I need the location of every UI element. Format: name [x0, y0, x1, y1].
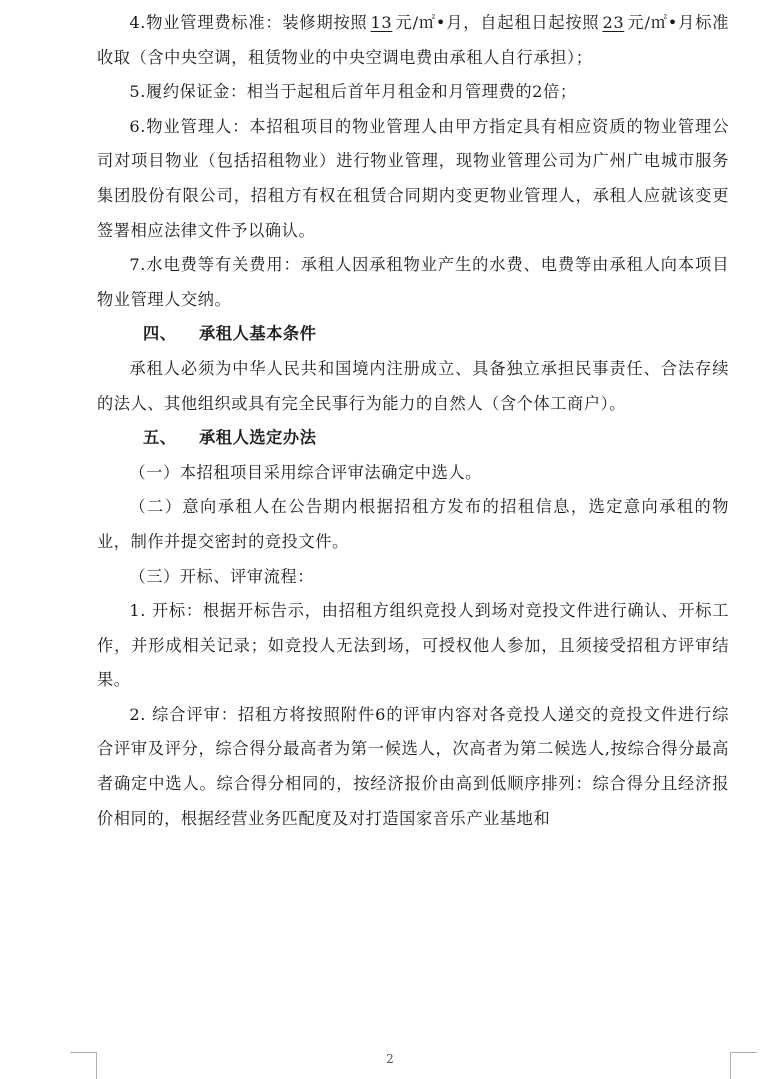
paragraph-tenant-conditions: 承租人必须为中华人民共和国境内注册成立、具备独立承担民事责任、合法存续的法人、其他组织或具有完全民事行为能力的自然人（含个体工商户）。 [97, 358, 729, 413]
fee-text-start: 4.物业管理费标准：装修期按照 [129, 13, 368, 32]
fee-text-end: 元/㎡•月标准收取（含中央空调，租赁物业的中央空调电费由承租人自行承担）； [97, 13, 730, 67]
paragraph-deposit: 5.履约保证金：相当于起租后首年月租金和月管理费的2倍； [129, 82, 577, 102]
section-title: 承租人选定办法 [199, 428, 317, 448]
paragraph-utilities: 7.水电费等有关费用：承租人因承租物业产生的水费、电费等由承租人向本项目物业管理人交纳。 [97, 255, 729, 309]
paragraph-property-fee [97, 6, 729, 75]
paragraph-item-2: （二）意向承租人在公告期内根据招租方发布的招租信息，选定意向承租的物业，制作并提交密封的竞投文件。 [97, 497, 729, 551]
fee-renovation-value: 13 [370, 13, 393, 32]
section-heading-selection-method [97, 421, 729, 456]
paragraph-item-3: （三）开标、评审流程： [129, 566, 315, 586]
section-number: 四、 [143, 324, 177, 344]
paragraph-step-opening: 1. 开标：根据开标告示，由招租方组织竞投人到场对竞投文件进行确认、开标工作，并形成相关记录；如竞投人无法到场，可授权他人参加，且须接受招租方评审结果。 [97, 601, 729, 690]
section-heading-tenant-conditions [97, 317, 729, 352]
section-title: 承租人基本条件 [199, 324, 317, 344]
document-body [97, 6, 729, 836]
paragraph-step-review: 2. 综合评审：招租方将按照附件6的评审内容对各竞投人递交的竞投文件进行综合评审及评分，综合得分最高者为第一候选人，次高者为第二候选人,按综合得分最高者确定中选人。综合得分相同的，按经济报价由高到低顺序排列：综合得分且经济报价相同的，根据经营业务匹配度及对打造国家音乐产业基地和 [97, 704, 729, 828]
section-number: 五、 [143, 428, 177, 448]
paragraph-property-manager: 6.物业管理人：本招租项目的物业管理人由甲方指定具有相应资质的物业管理公司对项目物业（包括招租物业）进行物业管理，现物业管理公司为广州广电城市服务集团股份有限公司，招租方有权在租赁合同期内变更物业管理人，承租人应就该变更签署相应法律文件予以确认。 [97, 116, 729, 240]
fee-standard-value: 23 [602, 13, 625, 32]
paragraph-item-1: （一）本招租项目采用综合评审法确定中选人。 [129, 462, 482, 482]
page-number: 2 [386, 1052, 394, 1066]
fee-text-middle: 元/㎡•月，自起租日起按照 [395, 13, 600, 32]
